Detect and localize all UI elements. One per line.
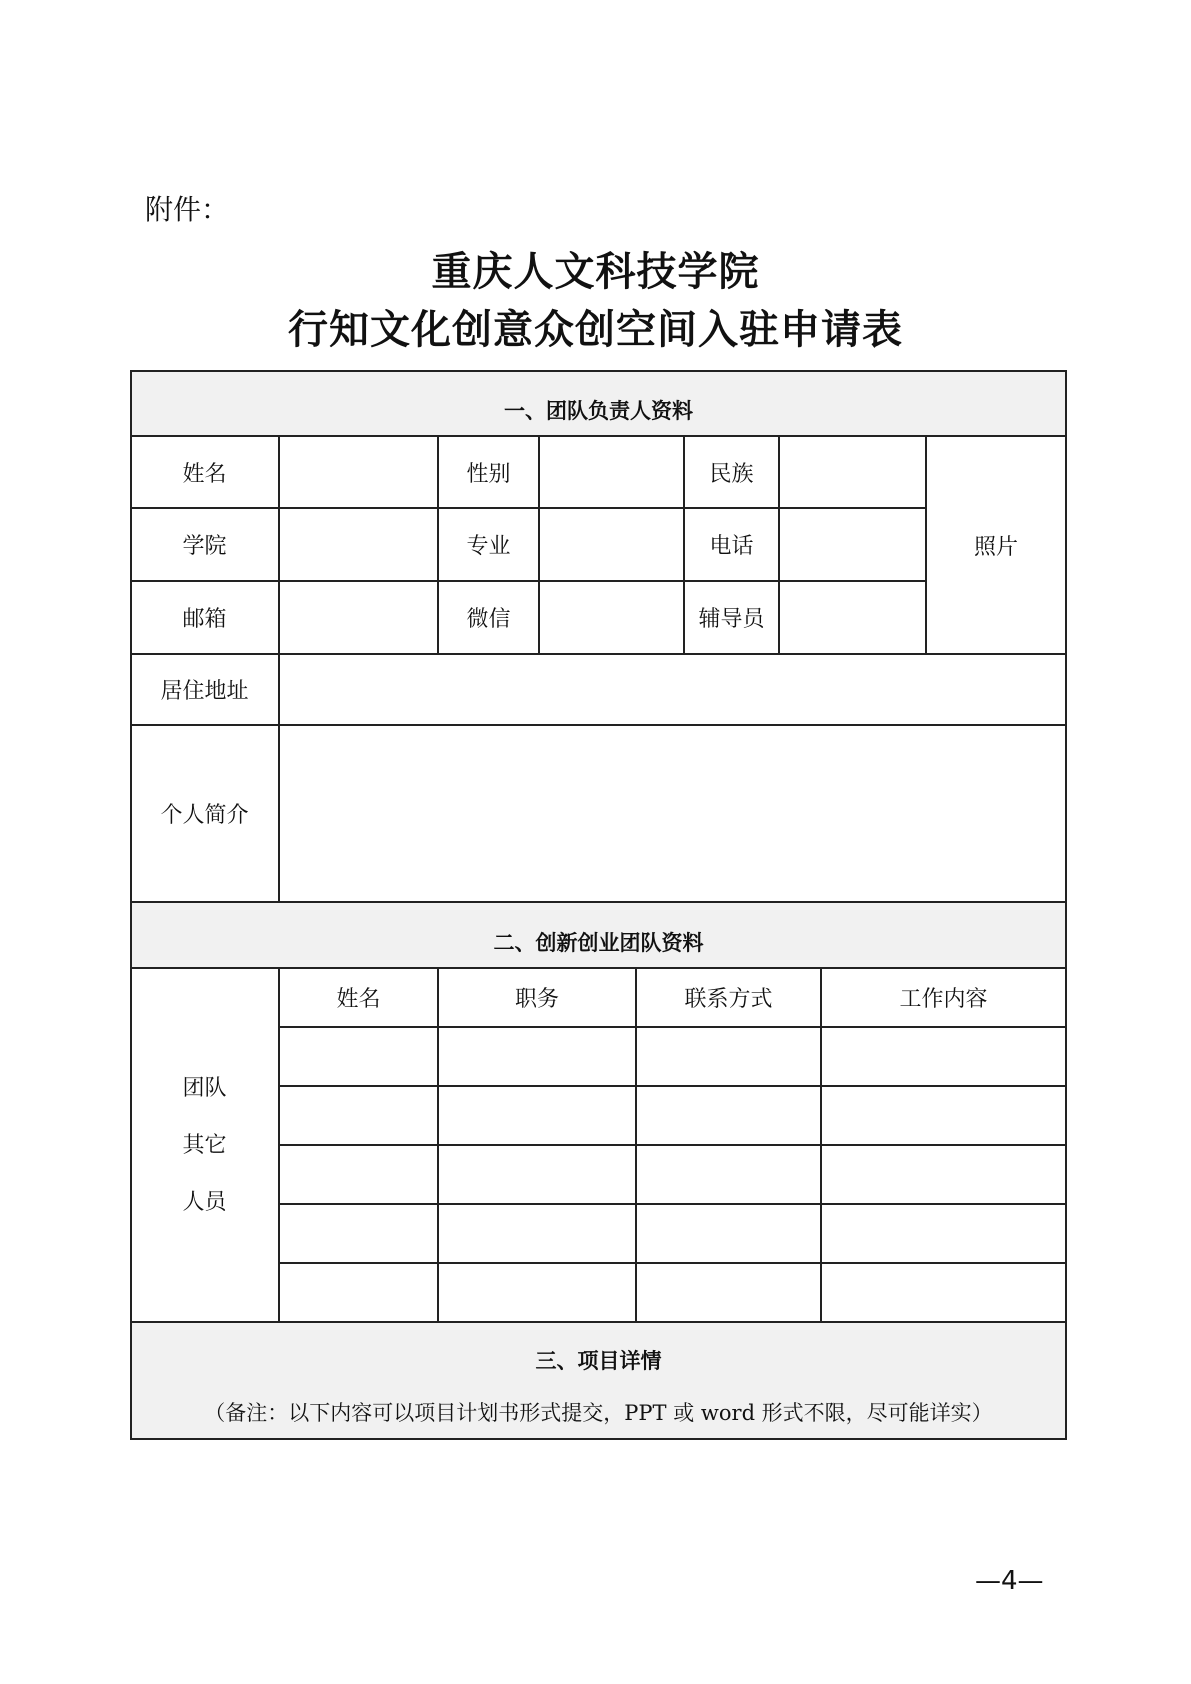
label-intro: 个人简介 — [160, 803, 249, 828]
label-college: 学院 — [182, 534, 227, 559]
label-ethnicity: 民族 — [709, 461, 754, 487]
label-wechat: 微信 — [466, 607, 511, 632]
column-header-contact: 联系方式 — [684, 987, 773, 1012]
label-gender: 性别 — [466, 461, 511, 487]
table-row[interactable] — [280, 1264, 1065, 1321]
team-members-label — [131, 969, 278, 1321]
column-header-name: 姓名 — [336, 987, 381, 1012]
table-border-top — [131, 370, 1067, 372]
field-name[interactable] — [280, 437, 437, 507]
label-email: 邮箱 — [182, 607, 227, 632]
divider — [131, 1321, 1066, 1323]
label-name: 姓名 — [182, 461, 227, 487]
label-phone: 电话 — [709, 534, 754, 559]
table-row[interactable] — [280, 1028, 1065, 1085]
team-label-line: 团队 — [182, 1075, 227, 1101]
table-border-right — [1065, 370, 1067, 1440]
attachment-label: 附件： — [145, 193, 230, 226]
field-college[interactable] — [280, 509, 437, 580]
team-label-line: 人员 — [182, 1189, 227, 1215]
page-number: —4— — [975, 1566, 1044, 1596]
table-row[interactable] — [280, 1205, 1065, 1262]
team-label-line: 其它 — [182, 1132, 227, 1158]
column-header-work: 工作内容 — [899, 987, 988, 1012]
section1-heading: 一、团队负责人资料 — [504, 399, 693, 423]
title-institution: 重庆人文科技学院 — [431, 249, 760, 295]
section3-note: （备注：以下内容可以项目计划书形式提交，PPT 或 word 形式不限，尽可能详实） — [204, 1401, 993, 1425]
label-counselor: 辅导员 — [698, 607, 765, 632]
field-address[interactable] — [280, 655, 1065, 724]
table-row[interactable] — [280, 1146, 1065, 1203]
label-address: 居住地址 — [160, 679, 249, 704]
field-email[interactable] — [280, 582, 437, 653]
table-border-bottom — [131, 1438, 1067, 1440]
field-ethnicity[interactable] — [780, 437, 925, 507]
field-intro[interactable] — [280, 726, 1065, 901]
field-gender[interactable] — [540, 437, 683, 507]
title-form-name: 行知文化创意众创空间入驻申请表 — [288, 307, 903, 353]
section3-heading: 三、项目详情 — [535, 1349, 662, 1373]
label-major: 专业 — [466, 534, 511, 559]
field-counselor[interactable] — [780, 582, 925, 653]
table-row[interactable] — [280, 1087, 1065, 1144]
photo-box[interactable]: 照片 — [973, 534, 1018, 560]
field-phone[interactable] — [780, 509, 925, 580]
field-major[interactable] — [540, 509, 683, 580]
field-wechat[interactable] — [540, 582, 683, 653]
section2-heading: 二、创新创业团队资料 — [493, 930, 704, 955]
column-header-position: 职务 — [514, 987, 559, 1012]
divider — [131, 901, 1066, 903]
